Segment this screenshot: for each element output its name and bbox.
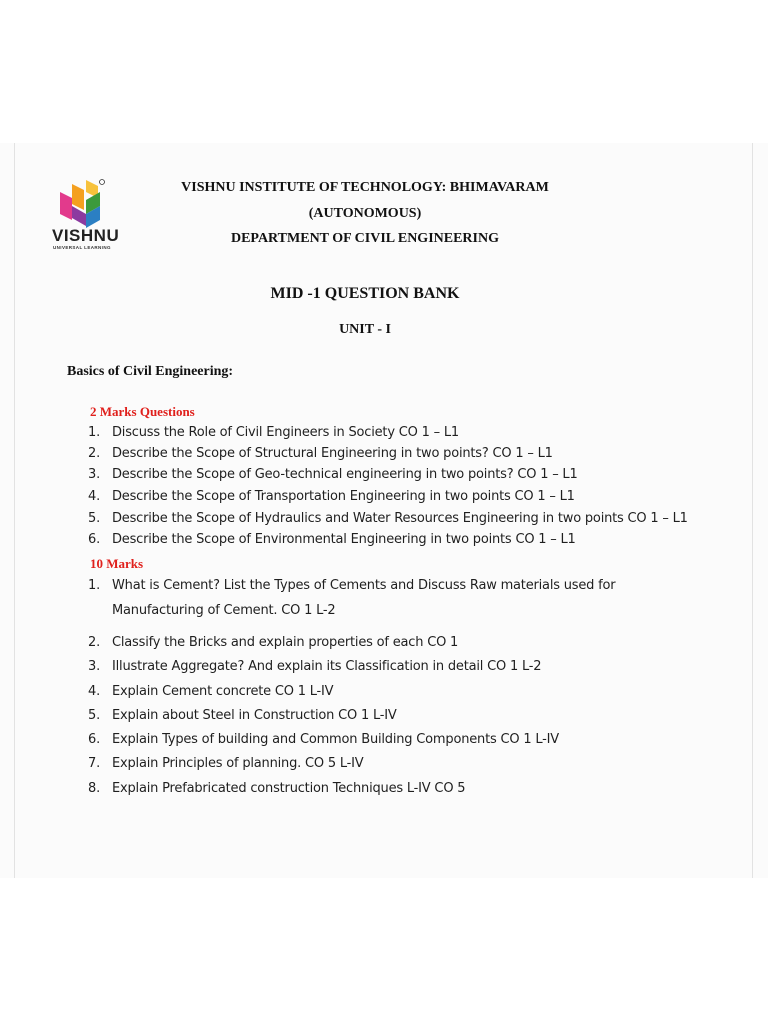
unit-label: UNIT - I <box>339 322 391 337</box>
page-edge-left <box>14 143 15 878</box>
item-number: 1. <box>88 578 101 593</box>
item-number: 3. <box>88 467 101 482</box>
item-number: 4. <box>88 489 101 504</box>
subject-heading: Basics of Civil Engineering: <box>67 364 234 379</box>
item-text: Illustrate Aggregate? And explain its Classification in detail CO 1 L-2 <box>112 659 542 674</box>
page-edge-right <box>752 143 753 878</box>
section-10-marks-heading: 10 Marks <box>90 556 144 571</box>
item-number: 4. <box>88 684 101 699</box>
item-number: 6. <box>88 732 101 747</box>
item-number: 2. <box>88 635 101 650</box>
item-number: 8. <box>88 781 101 796</box>
institute-name: VISHNU INSTITUTE OF TECHNOLOGY: BHIMAVARAM <box>181 180 549 195</box>
department-name: DEPARTMENT OF CIVIL ENGINEERING <box>230 231 499 246</box>
item-text: Explain Principles of planning. CO 5 L-IV <box>112 756 364 771</box>
item-number: 5. <box>88 708 101 723</box>
list-item-continuation: Manufacturing of Cement. CO 1 L-2 <box>112 603 336 618</box>
item-text: Describe the Scope of Environmental Engineering in two points CO 1 – L1 <box>112 532 576 547</box>
item-text: Describe the Scope of Geo-technical engineering in two points? CO 1 – L1 <box>112 467 578 482</box>
item-number: 1. <box>88 425 101 440</box>
item-text: Explain about Steel in Construction CO 1 L-IV <box>112 708 397 723</box>
autonomous-label: (AUTONOMOUS) <box>308 206 422 221</box>
item-text: Discuss the Role of Civil Engineers in Society CO 1 – L1 <box>112 425 459 440</box>
item-text: Describe the Scope of Structural Engineering in two points? CO 1 – L1 <box>112 446 553 461</box>
item-number: 5. <box>88 511 101 526</box>
logo-tagline: UNIVERSAL LEARNING <box>53 245 111 250</box>
item-text: Explain Prefabricated construction Techniques L-IV CO 5 <box>112 781 466 796</box>
item-number: 6. <box>88 532 101 547</box>
item-text: Describe the Scope of Hydraulics and Water Resources Engineering in two points CO 1 – L1 <box>112 511 688 526</box>
document-title: MID -1 QUESTION BANK <box>270 285 460 302</box>
item-text: Explain Types of building and Common Building Components CO 1 L-IV <box>112 732 559 747</box>
item-text: What is Cement? List the Types of Cements and Discuss Raw materials used for <box>112 578 616 593</box>
item-number: 7. <box>88 756 101 771</box>
item-text: Describe the Scope of Transportation Engineering in two points CO 1 – L1 <box>112 489 575 504</box>
item-number: 2. <box>88 446 101 461</box>
item-text: Explain Cement concrete CO 1 L-IV <box>112 684 334 699</box>
item-text: Classify the Bricks and explain properties of each CO 1 <box>112 635 459 650</box>
item-number: 3. <box>88 659 101 674</box>
logo-name: VISHNU <box>52 226 120 245</box>
section-2-marks-heading: 2 Marks Questions <box>90 404 195 419</box>
